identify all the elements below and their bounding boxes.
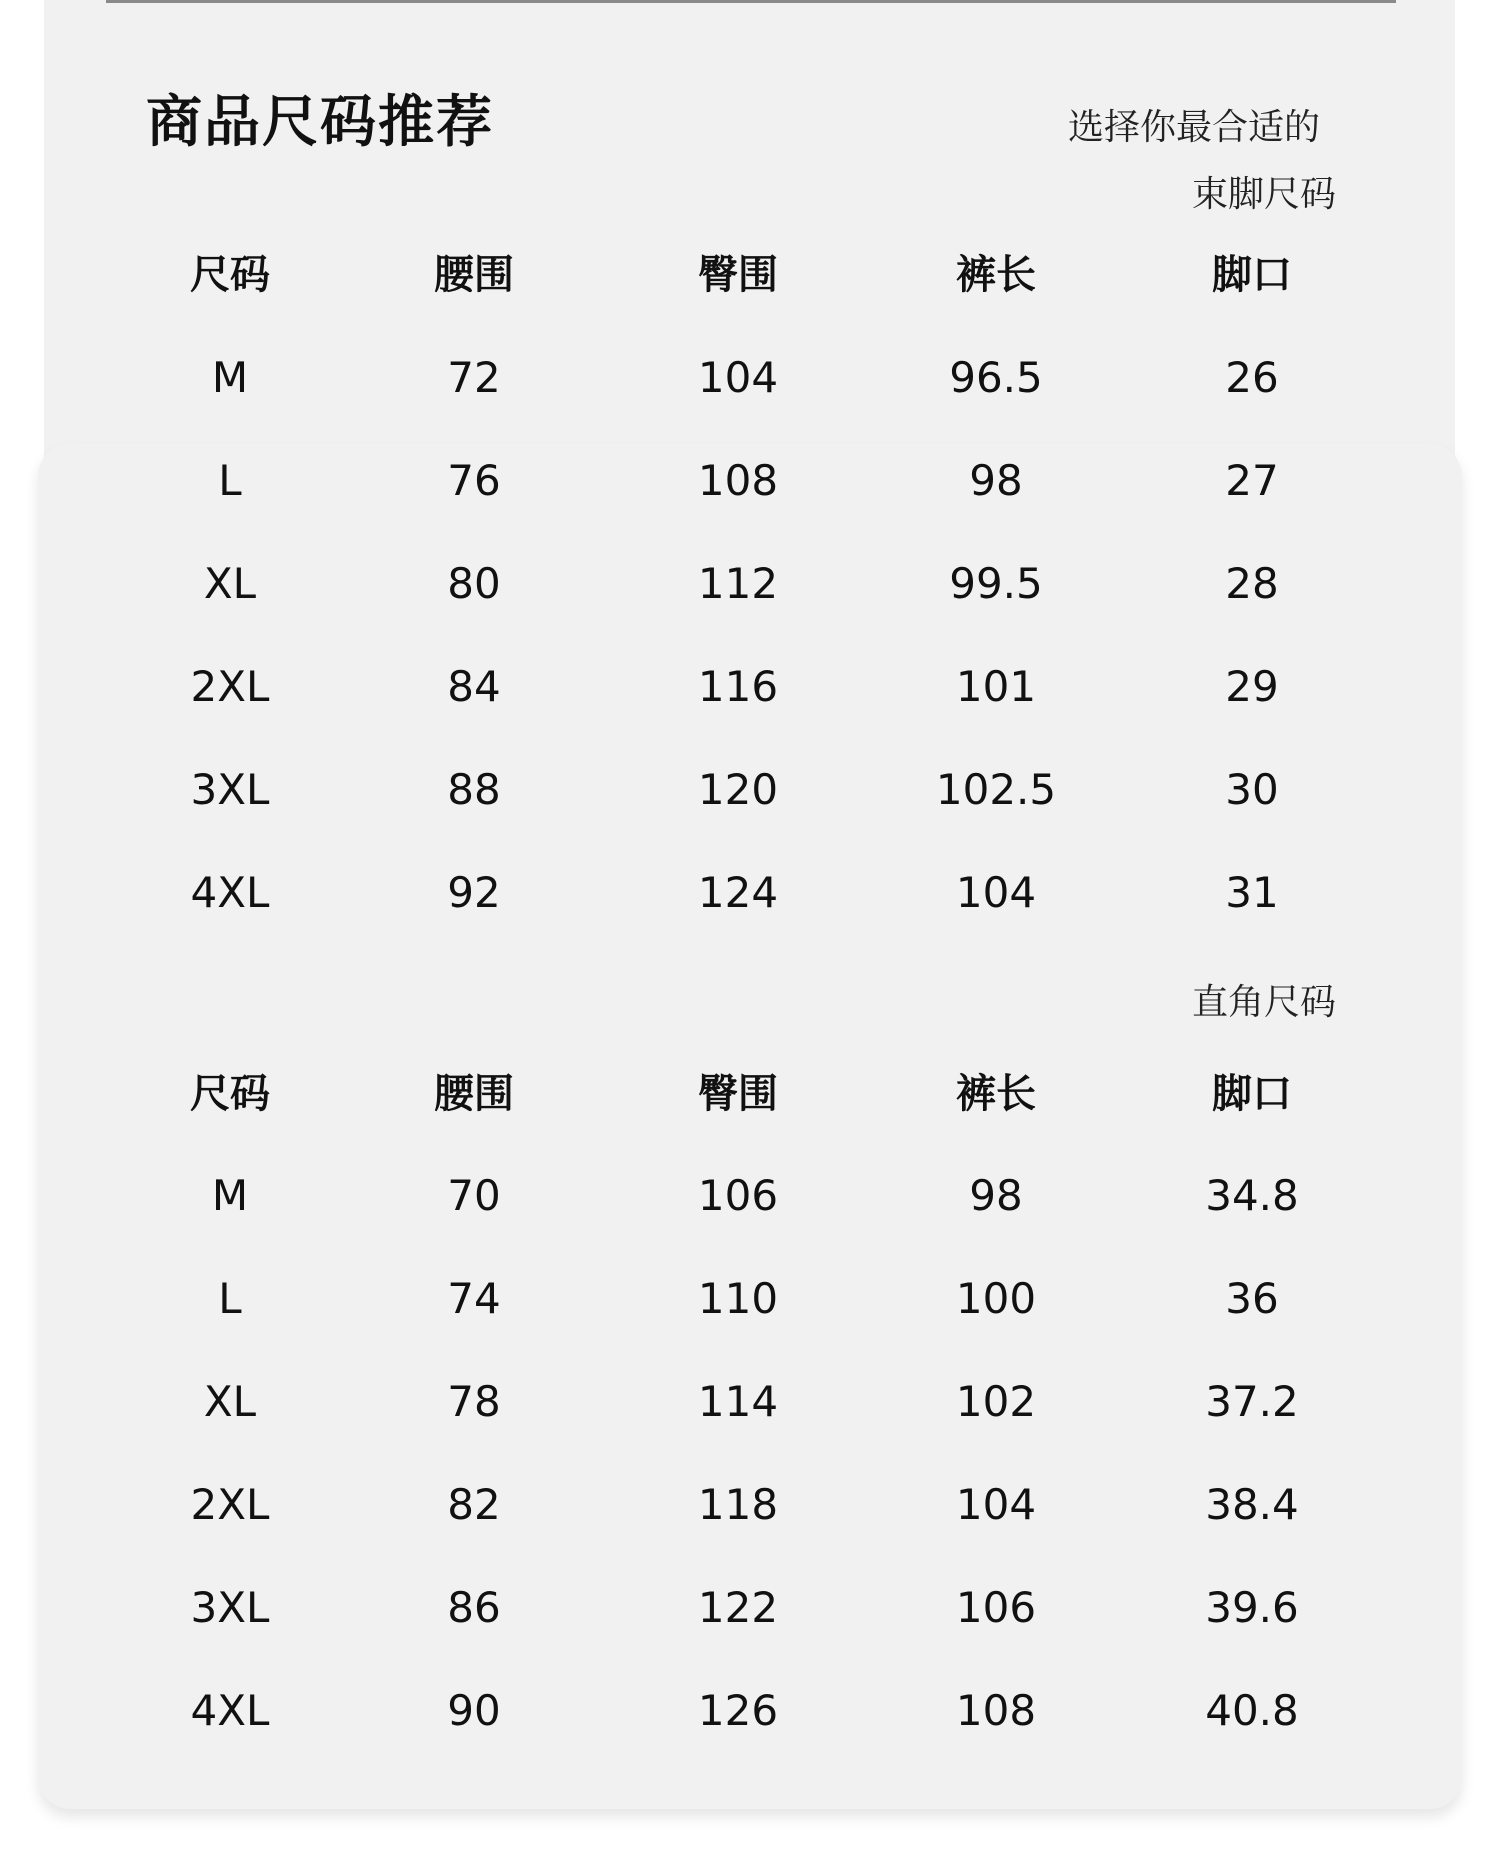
- table-cell-size: 3XL: [190, 765, 270, 814]
- table-cell-waist: 74: [447, 1274, 501, 1323]
- column-header-hem: 脚口: [1212, 252, 1292, 298]
- table-cell-hem: 30: [1225, 765, 1279, 814]
- table-cell-waist: 86: [447, 1583, 501, 1632]
- table-cell-hem: 27: [1225, 456, 1279, 505]
- table-cell-hip: 108: [697, 456, 779, 505]
- table-cell-hem: 34.8: [1205, 1171, 1299, 1220]
- table-cell-length: 100: [955, 1274, 1037, 1323]
- table-cell-hem: 36: [1225, 1274, 1279, 1323]
- table-cell-size: M: [211, 353, 249, 402]
- table-cell-size: 4XL: [190, 1686, 270, 1735]
- table-cell-size: XL: [203, 559, 257, 608]
- table-cell-length: 106: [955, 1583, 1037, 1632]
- column-header-hip: 臀围: [698, 1071, 778, 1117]
- table-cell-hip: 106: [697, 1171, 779, 1220]
- table-cell-hip: 126: [697, 1686, 779, 1735]
- column-header-hem: 脚口: [1212, 1071, 1292, 1117]
- table-cell-hem: 38.4: [1205, 1480, 1299, 1529]
- column-header-size: 尺码: [190, 1071, 270, 1117]
- table-cell-size: 3XL: [190, 1583, 270, 1632]
- column-header-waist: 腰围: [434, 252, 514, 298]
- table-cell-size: L: [218, 456, 242, 505]
- table-cell-size: 2XL: [190, 1480, 270, 1529]
- table-cell-waist: 70: [447, 1171, 501, 1220]
- table-cell-hip: 120: [697, 765, 779, 814]
- table-cell-size: M: [211, 1171, 249, 1220]
- table-cell-length: 108: [955, 1686, 1037, 1735]
- table-cell-length: 98: [969, 1171, 1023, 1220]
- table-cell-waist: 76: [447, 456, 501, 505]
- column-header-waist: 腰围: [434, 1071, 514, 1117]
- table-cell-waist: 90: [447, 1686, 501, 1735]
- table-cell-hem: 40.8: [1205, 1686, 1299, 1735]
- table-cell-hem: 26: [1225, 353, 1279, 402]
- column-header-length: 裤长: [956, 1071, 1036, 1117]
- table-cell-hip: 124: [697, 868, 779, 917]
- table-cell-hem: 39.6: [1205, 1583, 1299, 1632]
- table-cell-length: 102: [955, 1377, 1037, 1426]
- table-cell-length: 96.5: [949, 353, 1043, 402]
- table-cell-waist: 72: [447, 353, 501, 402]
- table-cell-size: 2XL: [190, 662, 270, 711]
- table-cell-waist: 78: [447, 1377, 501, 1426]
- section-label-tapered: 束脚尺码: [1191, 174, 1336, 215]
- table-cell-size: XL: [203, 1377, 257, 1426]
- section-label-straight: 直角尺码: [1191, 982, 1336, 1023]
- table-cell-hem: 31: [1225, 868, 1279, 917]
- table-cell-waist: 80: [447, 559, 501, 608]
- table-cell-size: 4XL: [190, 868, 270, 917]
- page-title: 商品尺码推荐: [146, 90, 494, 155]
- table-cell-length: 104: [955, 868, 1037, 917]
- table-cell-waist: 82: [447, 1480, 501, 1529]
- table-cell-hip: 110: [697, 1274, 779, 1323]
- table-cell-hip: 116: [697, 662, 779, 711]
- table-cell-hip: 118: [697, 1480, 779, 1529]
- table-cell-length: 102.5: [935, 765, 1057, 814]
- table-cell-hip: 104: [697, 353, 779, 402]
- table-cell-hem: 37.2: [1205, 1377, 1299, 1426]
- top-divider: [106, 0, 1396, 3]
- table-cell-waist: 88: [447, 765, 501, 814]
- table-cell-waist: 84: [447, 662, 501, 711]
- column-header-length: 裤长: [956, 252, 1036, 298]
- table-cell-length: 101: [955, 662, 1037, 711]
- table-cell-hip: 112: [697, 559, 779, 608]
- table-cell-length: 99.5: [949, 559, 1043, 608]
- page-subtitle: 选择你最合适的: [1068, 107, 1321, 148]
- table-cell-waist: 92: [447, 868, 501, 917]
- column-header-hip: 臀围: [698, 252, 778, 298]
- table-cell-hem: 28: [1225, 559, 1279, 608]
- column-header-size: 尺码: [190, 252, 270, 298]
- table-cell-hip: 122: [697, 1583, 779, 1632]
- table-cell-length: 104: [955, 1480, 1037, 1529]
- table-cell-hem: 29: [1225, 662, 1279, 711]
- table-cell-hip: 114: [697, 1377, 779, 1426]
- table-cell-size: L: [218, 1274, 242, 1323]
- table-cell-length: 98: [969, 456, 1023, 505]
